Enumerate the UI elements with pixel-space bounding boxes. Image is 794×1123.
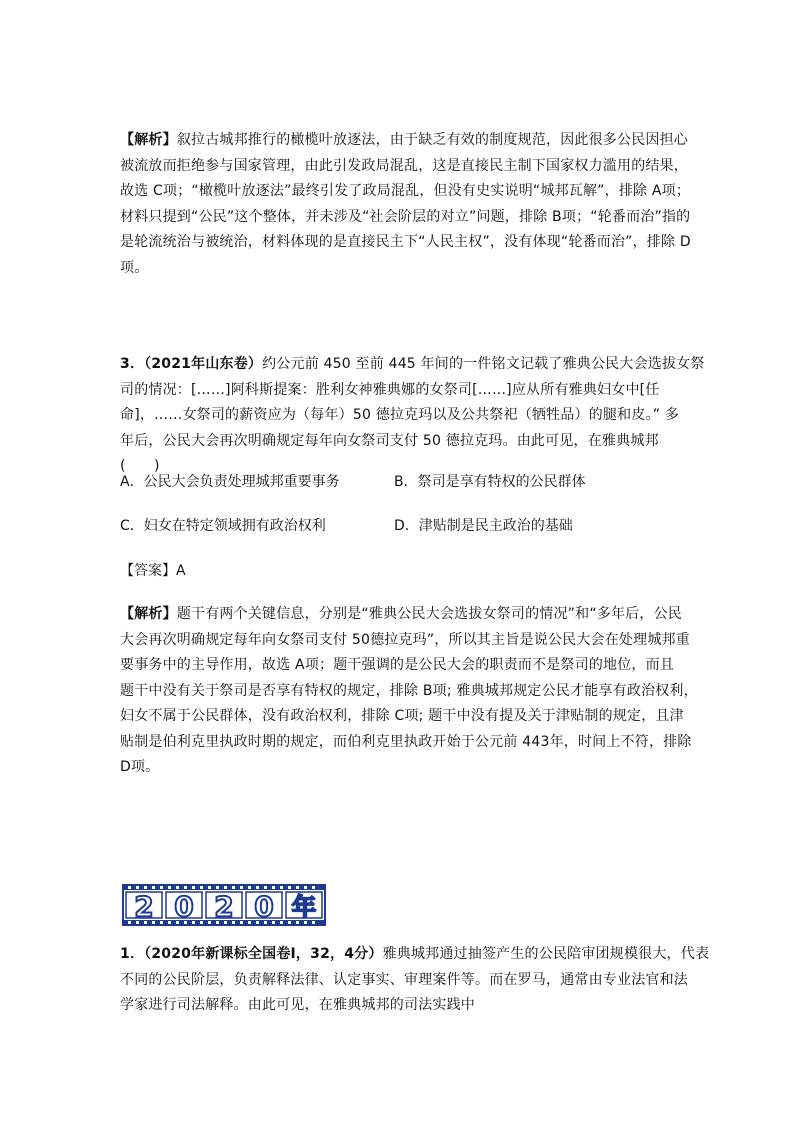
analysis-label: 【解析】 <box>120 132 177 148</box>
q2020-1-stem-line: 不同的公民阶层，负责解释法律、认定事实、审理案件等。而在罗马，通常由专业法官和法 <box>120 971 688 988</box>
year-char: 0 <box>174 890 194 923</box>
answer-value: A <box>176 563 186 579</box>
q2020-1-stem-line: 学家进行司法解释。由此可见，在雅典城邦的司法实践中 <box>120 997 475 1013</box>
analysis-label: 【解析】 <box>120 606 177 622</box>
question-number: 1． <box>120 946 145 962</box>
question-number: 3． <box>120 356 145 372</box>
q2020-1-stem-line: 1．（2020年新课标全国卷Ⅰ，32，4分）雅典城邦通过抽签产生的公民陪审团规模很大，代表 <box>120 946 710 962</box>
answer <box>120 560 186 582</box>
option-a: A．公民大会负责处理城邦重要事务 <box>120 474 340 490</box>
question-source: （2021年山东卷） <box>144 356 263 372</box>
year-char: 0 <box>254 890 274 923</box>
q3-stem <box>120 352 705 480</box>
q3-stem-line: 3．（2021年山东卷）约公元前 450 至前 445 年间的一件铭文记载了雅典公民大会选拔女祭 <box>120 356 705 372</box>
option-b: B．祭司是享有特权的公民群体 <box>394 474 586 490</box>
q3-analysis-line: 贴制是伯利克里执政时期的规定，而伯利克里执政开始于公元前 443年，时间上不符，排除 <box>120 733 692 750</box>
q2-analysis <box>120 128 691 281</box>
option-c: C．妇女在特定领域拥有政治权利 <box>120 518 326 534</box>
question-source: （2020年新课标全国卷Ⅰ，32，4分） <box>144 946 383 962</box>
year-char: 年 <box>292 893 316 921</box>
q3-analysis-line: 妇女不属于公民群体，没有政治权利，排除 C项; 题干中没有提及关于津贴制的规定，且津 <box>120 708 684 724</box>
q3-stem-line: 司的情况：[……]阿科斯提案：胜利女神雅典娜的女祭司[……]应从所有雅典妇女中[任 <box>120 381 660 398</box>
q3-analysis-line: 题干中没有关于祭司是否享有特权的规定，排除 B项; 雅典城邦规定公民才能享有政治权利， <box>120 682 698 699</box>
q3-stem-line: ( ) <box>120 458 160 474</box>
year-char: 2 <box>214 890 234 923</box>
q2-analysis-line: 【解析】叙拉古城邦推行的橄榄叶放逐法，由于缺乏有效的制度规范，因此很多公民因担心 <box>120 132 689 148</box>
q3-stem-line: 命]，……女祭司的薪资应为（每年）50 德拉克玛以及公共祭祀（牺牲品）的腿和皮。” 多 <box>120 407 680 423</box>
q3-stem-line: 年后，公民大会再次明确规定每年向女祭司支付 50 德拉克玛。由此可见，在雅典城邦 <box>120 432 659 449</box>
q3-analysis-line: D项。 <box>120 759 160 775</box>
q2020-1-stem <box>120 942 710 1019</box>
q3-analysis-line: 【解析】题干有两个关键信息，分别是“雅典公民大会选拔女祭司的情况”和“多年后，公民 <box>120 606 682 622</box>
year-banner-graphic <box>122 884 326 926</box>
q3-analysis <box>120 602 698 781</box>
q2-analysis-line: 是轮流统治与被统治，材料体现的是直接民主下“人民主权”，没有体现“轮番而治”，排除 D <box>120 234 691 250</box>
year-char: 2 <box>134 890 154 923</box>
q2-analysis-line: 材料只提到“公民”这个整体，并未涉及“社会阶层的对立”问题，排除 B项；“轮番而治”指的 <box>120 208 691 225</box>
q2-analysis-line: 项。 <box>120 259 149 276</box>
year-banner <box>122 884 326 926</box>
option-d: D．津贴制是民主政治的基础 <box>394 518 573 534</box>
q2-analysis-line: 被流放而拒绝参与国家管理，由此引发政局混乱，这是直接民主制下国家权力滥用的结果， <box>120 157 688 174</box>
q3-analysis-line: 要事务中的主导作用，故选 A项；题干强调的是公民大会的职责而不是祭司的地位，而且 <box>120 657 675 673</box>
q3-analysis-line: 大会再次明确规定每年向女祭司支付 50德拉克玛”，所以其主旨是说公民大会在处理城邦重 <box>120 631 690 648</box>
answer-label: 【答案】 <box>120 563 176 579</box>
q2-analysis-line: 故选 C项；“橄榄叶放逐法”最终引发了政局混乱，但没有史实说明“城邦瓦解”，排除 A项； <box>120 183 691 199</box>
